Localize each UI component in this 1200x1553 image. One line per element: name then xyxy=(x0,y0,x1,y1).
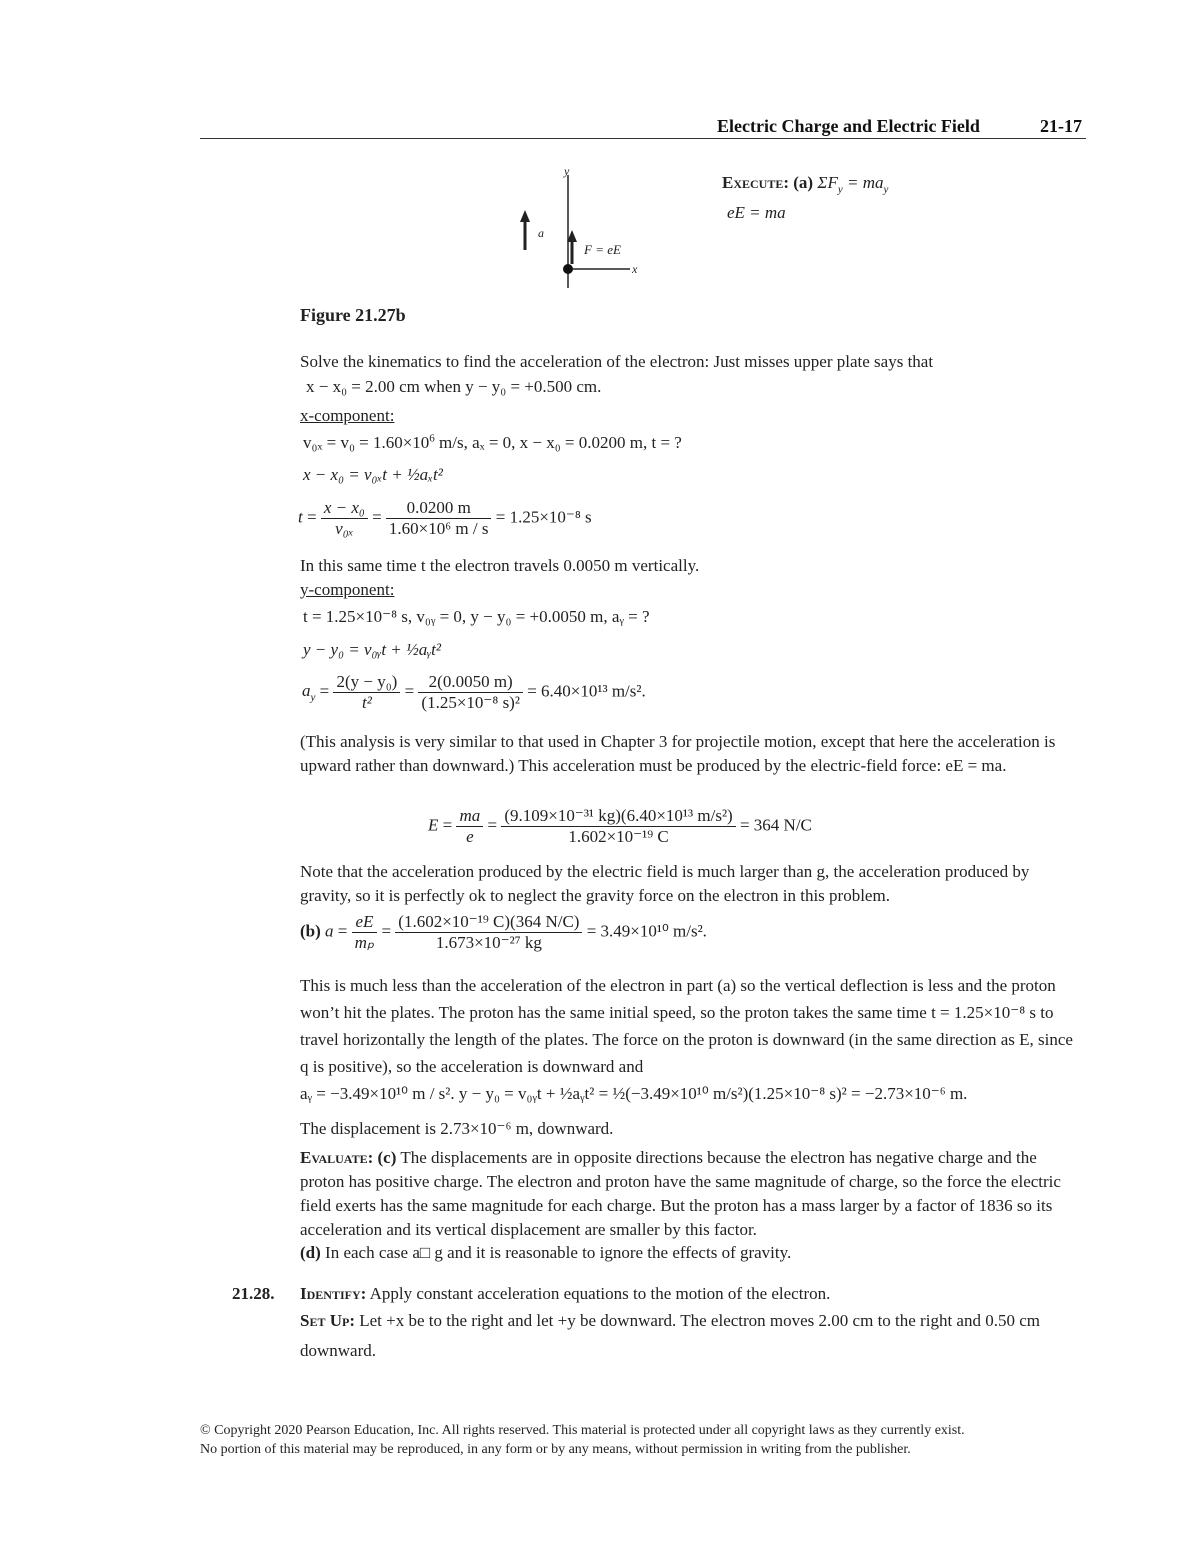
part-b-numerator-2: (1.602×10⁻¹⁹ C)(364 N/C) xyxy=(395,912,582,933)
E-denominator-2: 1.602×10⁻¹⁹ C xyxy=(568,827,669,846)
execute-line: Execute: (a) $\Sigma F_y = ma_y$ xyxy=(722,173,889,196)
part-b-numerator-1: eE xyxy=(352,912,378,933)
x-givens-post: m/s, aₓ = 0, x − x₀ = 0.0200 m, t = ? xyxy=(434,433,682,452)
setup-paragraph xyxy=(300,1306,1080,1366)
figure-label-x: x xyxy=(632,262,638,276)
t-denominator: 1.60×10⁶ m / s xyxy=(388,519,489,538)
running-header-title: Electric Charge and Electric Field xyxy=(717,116,980,136)
E-numerator-1: ma xyxy=(456,806,483,827)
figure-caption: Figure 21.27b xyxy=(300,305,406,325)
execute-eq2: eE = ma xyxy=(727,203,786,222)
E-denominator-1: e xyxy=(466,827,474,846)
page-number: 21-17 xyxy=(1040,116,1082,136)
evaluate-paragraph xyxy=(300,1146,1080,1242)
part-b-equation: (b) a = $\frac{eE}{\text{mₚ}}$ = $\frac{\text{(1.602×10⁻¹⁹ C)(364 N/C)}}{\text{1.673×10⁻²⁷ kg}}$ = 3.49×10¹⁰ m/s². xyxy=(300,912,707,952)
execute-eq1: ΣF xyxy=(817,173,838,192)
same-time-text: In this same time t the electron travels 0.0050 m vertically. xyxy=(300,556,700,575)
t-result: = 1.25×10⁻⁸ s xyxy=(495,507,592,527)
t-numerator: 0.0200 m xyxy=(386,498,492,519)
part-b-label: (b) xyxy=(300,921,321,941)
evaluate-text-c: The displacements are in opposite directions because the electron has negative charge and the proton has positive charge. The electron and proton have the same magnitude of charge, so the force the electric field exerts has the same magnitude for each charge. But the proton has a mass larger by a factor of 1836 so its acceleration and its vertical displacement are smaller by this factor. xyxy=(300,1148,1061,1239)
E-equation: E = $\frac{ma}{e}$ = $\frac{\text{(9.109×10⁻³¹ kg)(6.40×10¹³ m/s²)}}{\text{1.602×10⁻¹⁹ C}}$ = 364 N/C xyxy=(428,806,812,846)
y-equation: y − y₀ = v₀ᵧt + ½aᵧt² xyxy=(303,640,442,659)
evaluate-text-d: In each case a□ g and it is reasonable to ignore the effects of gravity. xyxy=(325,1243,792,1262)
kinematics-intro-eq: x − x₀ = 2.00 cm when y − y₀ = +0.500 cm. xyxy=(306,377,602,396)
figure-label-y: y xyxy=(564,164,570,178)
ay-equation: $a_y$ = $\frac{\text{2(y − y₀)}}{\text{t²}}$ = $\frac{2(0.0050 m)}{\text{(1.25×10⁻⁸ s)²}}$ = 6.40×10¹³ m/s². xyxy=(302,672,646,712)
ay-numerator-1: 2(y − y₀) xyxy=(333,672,400,693)
x-givens xyxy=(303,433,682,453)
electron-dot xyxy=(563,264,573,274)
part-b-denominator-1: mₚ xyxy=(354,933,375,952)
figure-label-a: a xyxy=(538,226,544,240)
ay-result: = 6.40×10¹³ m/s². xyxy=(527,681,646,701)
y-component-heading: y-component: xyxy=(300,580,395,599)
part-b-eq-line: aᵧ = −3.49×10¹⁰ m / s². y − y₀ = v₀ᵧt + ½aᵧt² = ½(−3.49×10¹⁰ m/s²)(1.25×10⁻⁸ s)² = −2.73×10⁻⁶ m. xyxy=(300,1084,968,1103)
E-result: = 364 N/C xyxy=(739,815,812,835)
header-rule xyxy=(200,138,1086,139)
evaluate-part-d: (d) xyxy=(300,1243,321,1262)
evaluate-part-c: (c) xyxy=(377,1148,397,1167)
evaluate-label: Evaluate: xyxy=(300,1148,374,1167)
displacement-text: The displacement is 2.73×10⁻⁶ m, downward. xyxy=(300,1119,614,1138)
t-equation: t = $\frac{\text{x − x₀}}{\text{v₀ₓ}}$ = $\frac{0.0200 m}{\text{1.60×10⁶ m / s}}$ = 1.25×10⁻⁸ s xyxy=(298,498,592,538)
identify-text: Apply constant acceleration equations to the motion of the electron. xyxy=(369,1284,831,1303)
evaluate-d-line xyxy=(300,1243,791,1263)
ay-denominator-1: t² xyxy=(361,693,372,712)
identify-line xyxy=(300,1284,830,1304)
ay-numerator-2: 2(0.0050 m) xyxy=(418,672,523,693)
setup-label: Set Up: xyxy=(300,1311,355,1330)
x-givens-pre: v₀ₓ = v₀ = 1.60×10 xyxy=(303,433,430,452)
part-b-result: = 3.49×10¹⁰ m/s². xyxy=(586,921,707,941)
x-givens-exp: 6 xyxy=(429,432,435,445)
ay-denominator-2: (1.25×10⁻⁸ s)² xyxy=(421,693,520,712)
setup-text: Let +x be to the right and let +y be downward. The electron moves 2.00 cm to the right and 0.50 cm downward. xyxy=(300,1311,1040,1360)
execute-label: Execute: xyxy=(722,173,790,192)
analysis-paragraph: (This analysis is very similar to that used in Chapter 3 for projectile motion, except that here the acceleration is upward rather than downward.) This acceleration must be produced by the electric-field force: eE = ma. xyxy=(300,732,1056,775)
note-paragraph: Note that the acceleration produced by the electric field is much larger than g, the acceleration produced by gravity, so it is perfectly ok to neglect the gravity force on the electron in this problem. xyxy=(300,862,1030,905)
execute-part-a: (a) xyxy=(793,173,814,192)
x-equation: x − x₀ = v₀ₓt + ½aₓt² xyxy=(303,465,443,484)
identify-label: Identify: xyxy=(300,1284,367,1303)
figure-label-force: F = eE xyxy=(584,242,621,257)
x-component-heading: x-component: xyxy=(300,406,395,425)
force-diagram xyxy=(510,160,650,290)
part-b-paragraph: This is much less than the acceleration of the electron in part (a) so the vertical deflection is less and the proton won’t hit the plates. The proton has the same initial speed, so the proton takes the same time t = 1.25×10⁻⁸ s to travel horizontally the length of the plates. The force on the proton is downward (in the same direction as E, since q is positive), so the acceleration is downward and xyxy=(300,976,1073,1076)
y-givens: t = 1.25×10⁻⁸ s, v₀ᵧ = 0, y − y₀ = +0.0050 m, aᵧ = ? xyxy=(303,607,650,626)
footer-notice: No portion of this material may be reproduced, in any form or by any means, without permission in writing from the publisher. xyxy=(200,1442,911,1457)
kinematics-intro: Solve the kinematics to find the acceleration of the electron: Just misses upper plate says that xyxy=(300,352,934,371)
footer-copyright: © Copyright 2020 Pearson Education, Inc. All rights reserved. This material is protected under all copyright laws as they currently exist. xyxy=(200,1423,965,1438)
E-numerator-2: (9.109×10⁻³¹ kg)(6.40×10¹³ m/s²) xyxy=(501,806,735,827)
part-b-denominator-2: 1.673×10⁻²⁷ kg xyxy=(435,933,542,952)
problem-number: 21.28. xyxy=(232,1284,275,1303)
